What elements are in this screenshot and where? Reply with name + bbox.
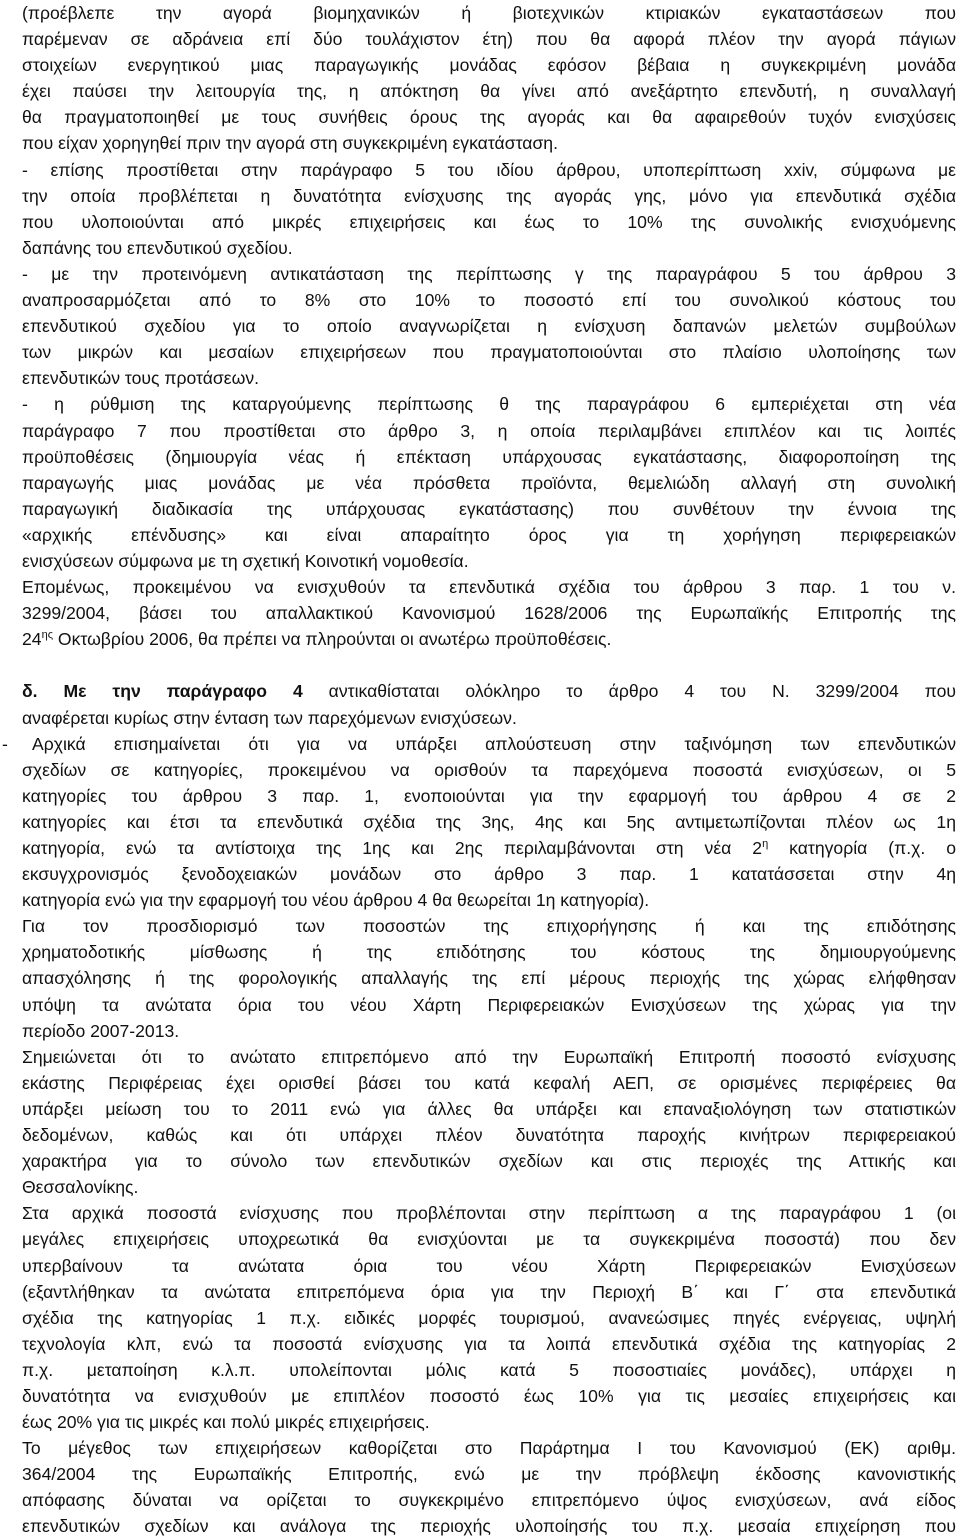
paragraph-10 (22, 1435, 956, 1539)
paragraph-2 (22, 157, 956, 261)
text-line: Επομένως, προκειμένου να ενισχυθούν τα επενδυτικά σχέδια του άρθρου 3 παρ. 1 του ν. (22, 577, 956, 598)
text-line: υπόψη τα ανώτατα όρια του νέου Χάρτη Περιφερειακών Ενισχύσεων της χώρας για την (22, 994, 956, 1015)
text-line: χρηματοδοτικής μίσθωσης ή της επιδότησης του κόστους της δημιουργούμενης (22, 942, 956, 963)
text-line: προϋποθέσεις (δημιουργία νέας ή επέκταση υπάρχουσας εγκατάστασης, διαφοροποίηση της (22, 446, 956, 467)
section-heading-line (22, 678, 956, 704)
paragraph-gap (22, 652, 956, 678)
paragraph-4 (22, 391, 956, 574)
section-delta (22, 678, 956, 730)
text-line: τεχνολογία κλπ, ενώ τα ποσοστά ενίσχυσης για τα λοιπά επενδυτικά σχέδια της κατηγορίας 2 (22, 1333, 956, 1354)
text-line: χαρακτήρα για το σύνολο των επενδυτικών σχεδίων και στις περιοχές της Αττικής και (22, 1151, 956, 1172)
text-line: παραγωγική διαδικασία της υπάρχουσας εγκατάστασης) που συνθέτουν την έννοια της (22, 498, 956, 519)
paragraph-3 (22, 261, 956, 391)
text-line: επενδυτικού σχεδίου για το οποίο αναγνωρίζεται η ενίσχυση δαπανών μελετών συμβούλων (22, 316, 956, 337)
paragraph-6 (2, 731, 956, 914)
text-line: στοιχείων ενεργητικού μιας παραγωγικής μονάδας εφόσον βέβαια η συγκεκριμένη μονάδα (22, 55, 956, 76)
text-line: π.χ. μεταποίηση κ.λ.π. υπολείπονται μόλις κατά 5 ποσοστιαίες μονάδες), υπάρχει η (22, 1359, 956, 1380)
document-page (2, 0, 956, 1540)
ordinal-suffix: η (762, 838, 769, 851)
text-span: Οκτωβρίου 2006, θα πρέπει να πληρούνται οι ανωτέρω προϋποθέσεις. (53, 629, 612, 650)
text-line: που υλοποιούνται από μικρές επιχειρήσεις και έως το 10% της συνολικής ενισχυόμενης (22, 211, 956, 232)
text-line: (προέβλεπε την αγορά βιομηχανικών ή βιοτεχνικών κτιριακών εγκαταστάσεων που (22, 3, 956, 23)
text-span: Αρχικά επισημαίνεται ότι για να υπάρξει απλούστευση στην ταξινόμηση των επενδυτικών (32, 733, 956, 754)
text-line: υπάρξει μείωση του το 2011 ενώ για άλλες θα υπάρξει και επαναξιολόγηση των στατιστικών (22, 1098, 956, 1119)
text-line: Θεσσαλονίκης. (22, 1177, 139, 1198)
text-line: σχεδίων σε κατηγορίες, προκειμένου να ορισθούν τα παρεχόμενα ποσοστά ενισχύσεων, οι 5 (22, 759, 956, 780)
text-line: μεγάλες επιχειρήσεις υποχρεωτικά θα ενισχύονται με τα συγκεκριμένα ποσοστά) που δεν (22, 1229, 956, 1250)
text-line: Στα αρχικά ποσοστά ενίσχυσης που προβλέπονται στην περίπτωση α της παραγράφου 1 (οι (22, 1203, 956, 1224)
text-line: έχει παύσει την λειτουργία της, η απόκτηση θα γίνει από ανεξάρτητο επενδυτή, η συναλλαγή (22, 81, 956, 102)
text-line: αναφέρεται κυρίως στην ένταση των παρεχόμενων ενισχύσεων. (22, 707, 517, 728)
text-line: παραγωγής μιας μονάδας με νέα πρόσθετα προϊόντα, θεμελιώδη αλλαγή στη συνολική (22, 472, 956, 493)
list-dash: - (2, 733, 8, 754)
text-line: ενισχύσεων σύμφωνα με τη σχετική Κοινοτική νομοθεσία. (22, 550, 469, 571)
text-line: 364/2004 της Ευρωπαϊκής Επιτροπής, ενώ με την πρόβλεψη έκδοσης κανονιστικής (22, 1464, 956, 1485)
text-line: δαπάνης του επενδυτικού σχεδίου. (22, 237, 293, 258)
paragraph-9 (22, 1200, 956, 1435)
text-line: απόφασης δύναται να ορίζεται το συγκεκριμένο επιτρεπόμενο ύψος ενισχύσεων, ανά είδος (22, 1490, 956, 1511)
text-line: κατηγορίες του άρθρου 3 παρ. 1, ενοποιούνται για την εφαρμογή του άρθρου 4 σε 2 (22, 785, 956, 806)
text-line: απασχόλησης ή της φορολογικής απαλλαγής της επί μέρους περιοχής της χώρας ελήφθησαν (22, 968, 956, 989)
text-line (22, 835, 956, 861)
text-line: επενδυτικών τους προτάσεων. (22, 368, 260, 389)
section-heading-bold: δ. Με την παράγραφο 4 (22, 681, 303, 702)
text-line: - η ρύθμιση της καταργούμενης περίπτωσης θ της παραγράφου 6 εμπεριέχεται στη νέα (22, 394, 956, 415)
text-line: κατηγορία ενώ για την εφαρμογή του νέου άρθρου 4 θα θεωρείται 1η κατηγορία). (22, 890, 650, 911)
text-line: περίοδο 2007-2013. (22, 1020, 180, 1041)
text-line: παρέμεναν σε αδράνεια επί δύο τουλάχιστον έτη) που θα αφορά πλέον την αγορά πάγιων (22, 29, 956, 50)
text-line: (εξαντλήθηκαν τα ανώτατα επιτρεπόμενα όρια για την Περιοχή Β΄ και Γ΄ στα επενδυτικά (22, 1281, 956, 1302)
paragraph-5 (22, 574, 956, 652)
text-line: κατηγορίες και έτσι τα επενδυτικά σχέδια της 3ης, 4ης και 5ης αντιμετωπίζονται πλέον ως 1η (22, 811, 956, 832)
text-line: σχέδια της κατηγορίας 1 π.χ. ειδικές μορφές τουρισμού, ανανεώσιμες πηγές ενέργειας, υψηλή (22, 1307, 956, 1328)
text-line: θα πραγματοποιηθεί με τους συνήθεις όρους της αγοράς και θα αφαιρεθούν τυχόν ενισχύσεις (22, 107, 956, 128)
paragraph-7 (22, 913, 956, 1043)
text-line: Σημειώνεται ότι το ανώτατο επιτρεπόμενο από την Ευρωπαϊκή Επιτροπή ποσοστό ενίσχυσης (22, 1046, 956, 1067)
paragraph-1 (22, 0, 956, 157)
text-line: την οποία προβλέπεται η δυνατότητα ενίσχυσης της αγοράς γης, μόνο για επενδυτικά σχέδια (22, 185, 956, 206)
text-line: επενδυτικών σχεδίων και ανάλογα της περιοχής υλοποίησής του π.χ. μεσαία επιχείρηση που (22, 1516, 956, 1537)
text-line: που είχαν χορηγηθεί πριν την αγορά στη συγκεκριμένη εγκατάσταση. (22, 133, 558, 154)
paragraph-8 (22, 1044, 956, 1201)
text-span: κατηγορία, ενώ τα αντίστοιχα της 1ης και 2ης περιλαμβάνονται στη νέα 2 (22, 838, 763, 858)
text-line: - με την προτεινόμενη αντικατάσταση της περίπτωσης γ της παραγράφου 5 του άρθρου 3 (22, 263, 956, 284)
text-line: Το μέγεθος των επιχειρήσεων καθορίζεται στο Παράρτημα Ι του Κανονισμού (ΕΚ) αριθμ. (22, 1438, 956, 1459)
text-line: δυνατότητα να ενισχυθούν με επιπλέον ποσοστό έως 10% για τις μεσαίες επιχειρήσεις και (22, 1385, 956, 1406)
dash-line (2, 731, 956, 757)
text-line (22, 626, 956, 652)
text-line: 3299/2004, βάσει του απαλλακτικού Κανονισμού 1628/2006 της Ευρωπαϊκής Επιτροπής της (22, 603, 956, 624)
text-line: αναπροσαρμόζεται από το 8% στο 10% το ποσοστό επί του συνολικού κόστους του (22, 290, 956, 311)
text-line: των μικρών και μεσαίων επιχειρήσεων που πραγματοποιούνται στο πλαίσιο υλοποίησης των (22, 342, 956, 363)
text-line: «αρχικής επένδυσης» και είναι απαραίτητο όρος για τη χορήγηση περιφερειακών (22, 524, 956, 545)
ordinal-suffix: ης (41, 629, 53, 642)
text-line: - επίσης προστίθεται στην παράγραφο 5 του ιδίου άρθρου, υποπερίπτωση xxiv, σύμφωνα με (22, 159, 956, 180)
text-line: Για τον προσδιορισμό των ποσοστών της επιχορήγησης ή και της επιδότησης (22, 916, 956, 937)
text-line: εκάστης Περιφέρειας έχει ορισθεί βάσει του κατά κεφαλή ΑΕΠ, σε ορισμένες περιφέρειες θα (22, 1072, 956, 1093)
text-line: παράγραφο 7 που προστίθεται στο άρθρο 3, η οποία περιλαμβάνει επιπλέον και τις λοιπές (22, 420, 956, 441)
text-span: αντικαθίσταται ολόκληρο το άρθρο 4 του Ν. 3299/2004 που (302, 681, 956, 702)
text-line: εκσυγχρονισμός ξενοδοχειακών μονάδων στο άρθρο 3 παρ. 1 κατατάσσεται στην 4η (22, 864, 956, 885)
text-line: έως 20% για τις μικρές και πολύ μικρές επιχειρήσεις. (22, 1412, 430, 1433)
date-number: 24 (22, 629, 42, 650)
text-line: δεδομένων, καθώς και ότι υπάρχει πλέον δυνατότητα παροχής κινήτρων περιφερειακού (22, 1125, 956, 1146)
text-line: υπερβαίνουν τα ανώτατα όρια του νέου Χάρτη Περιφερειακών Ενισχύσεων (22, 1255, 956, 1276)
text-span: κατηγορία (π.χ. ο (768, 838, 956, 858)
